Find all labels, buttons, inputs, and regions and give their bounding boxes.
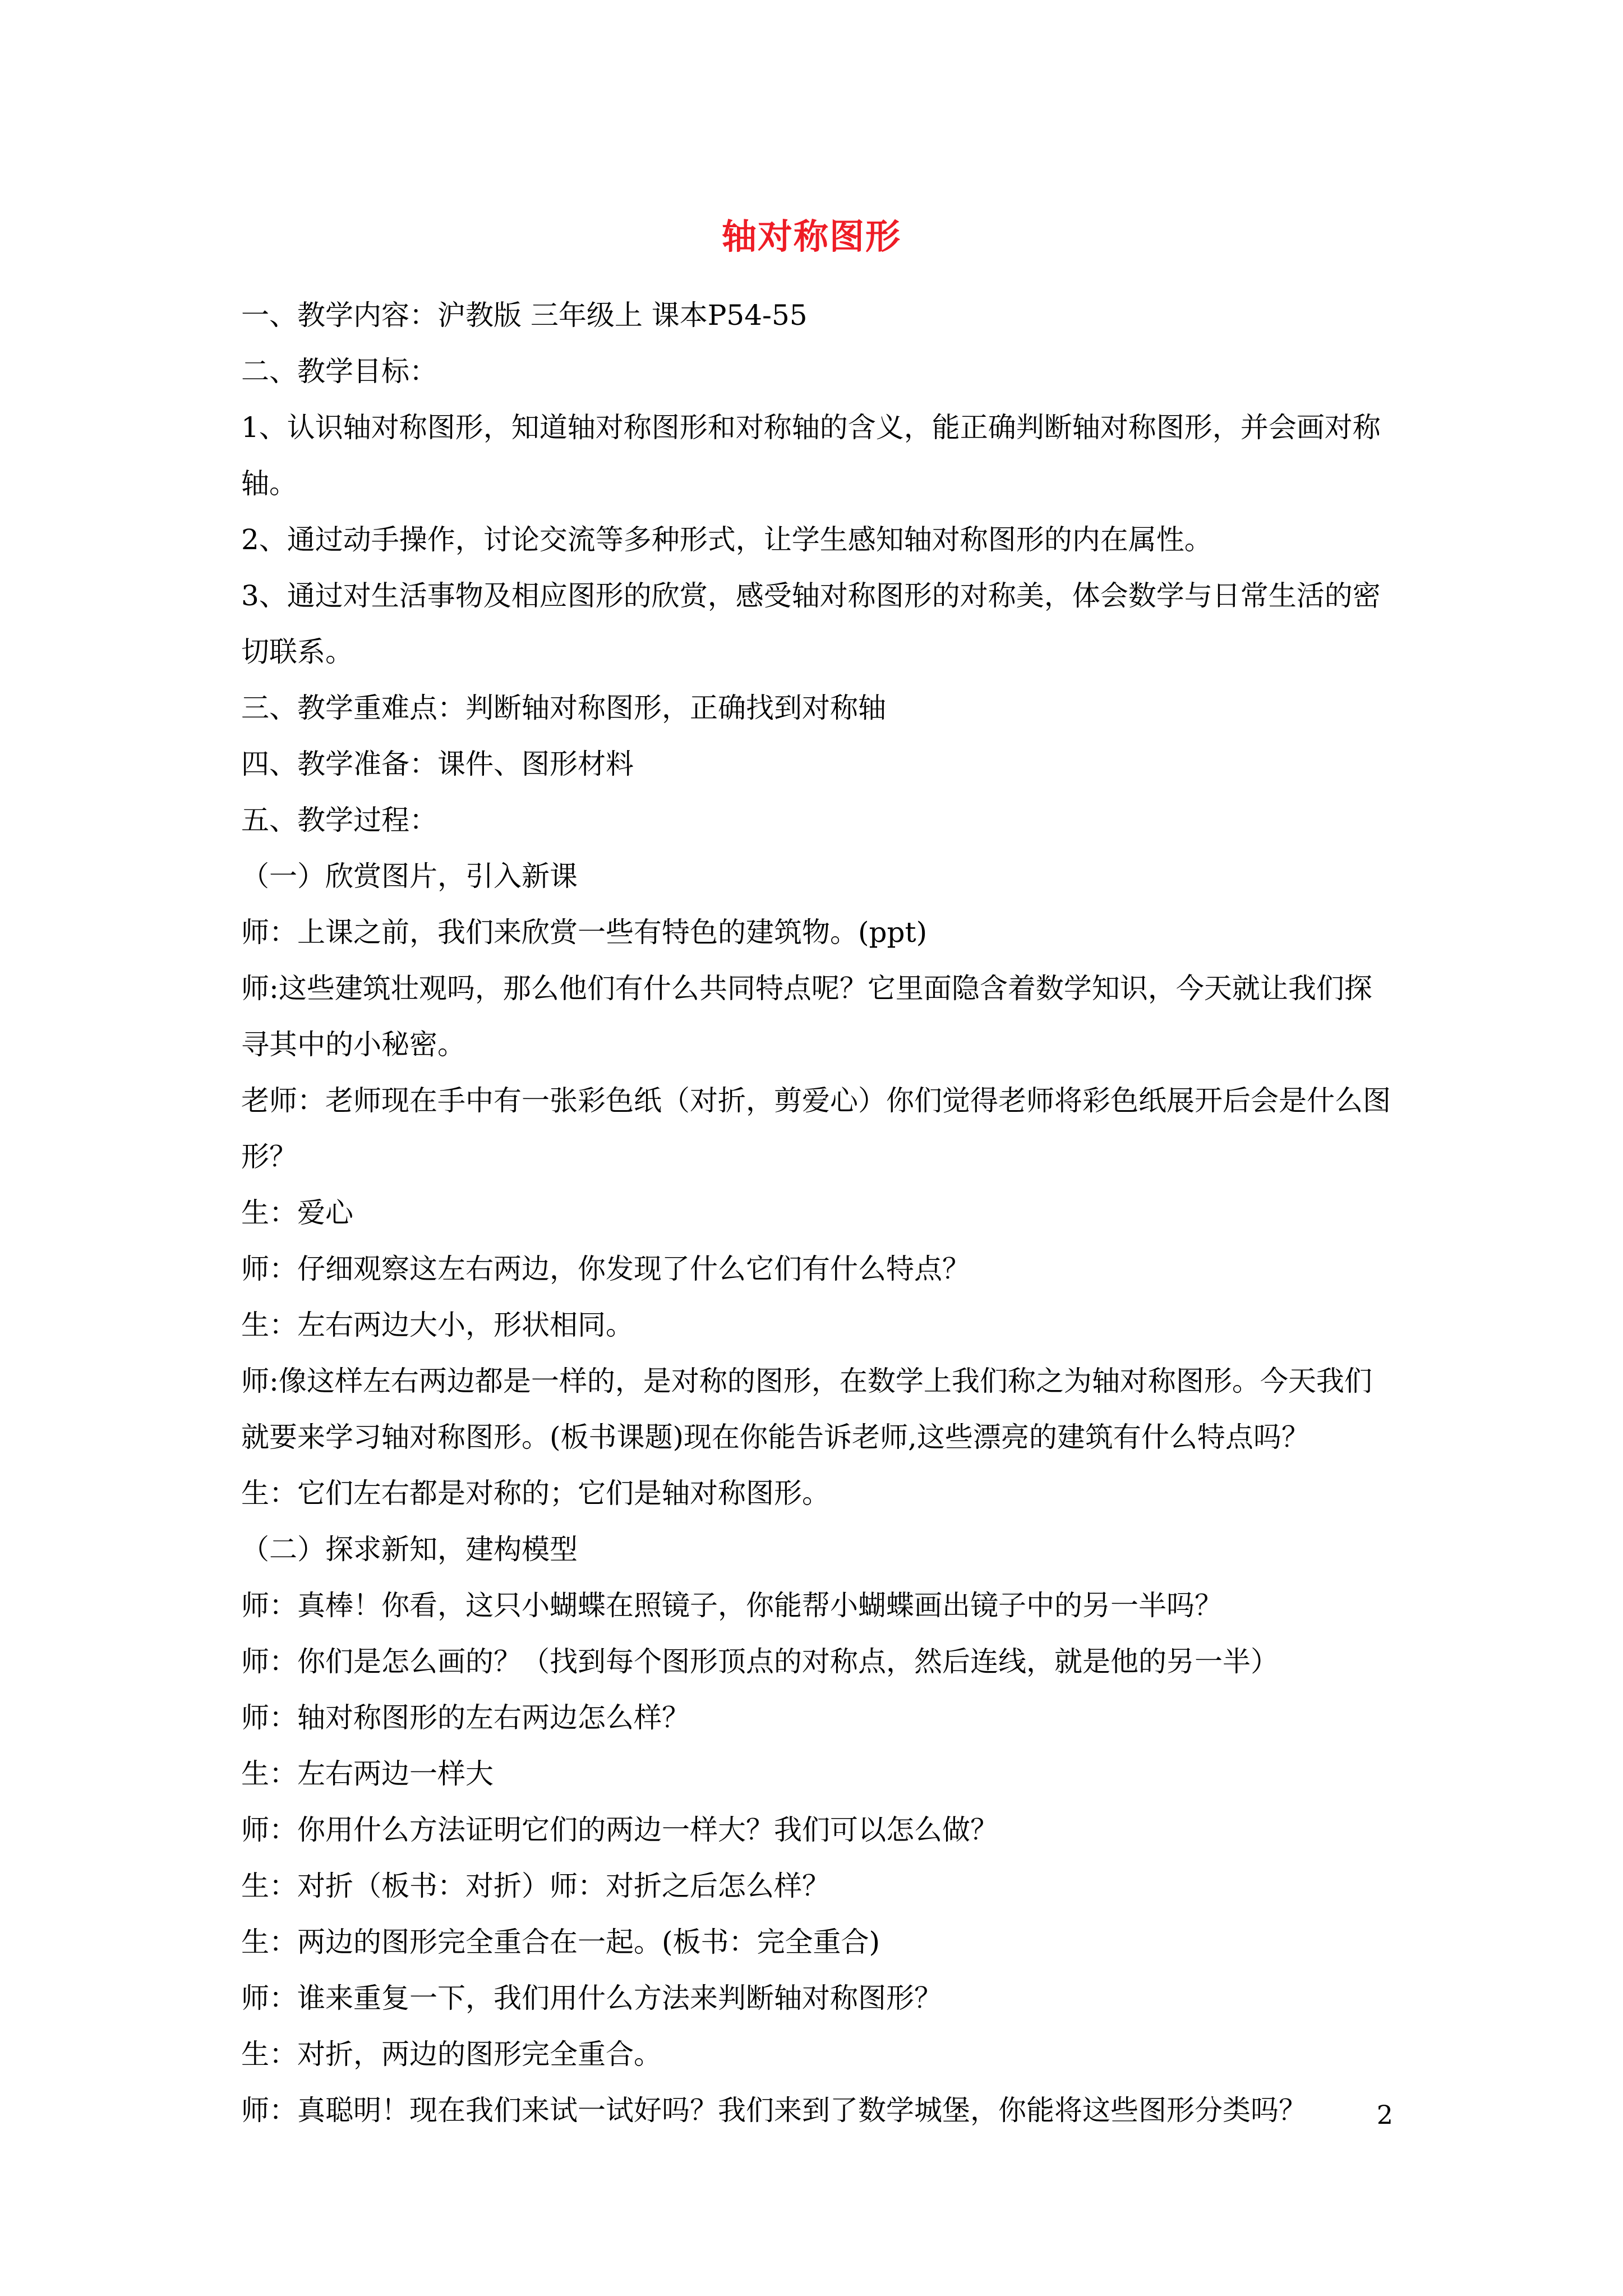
paragraph-key-points: 三、教学重难点：判断轴对称图形，正确找到对称轴 (241, 692, 886, 724)
paragraph-teaching-content: 一、教学内容：沪教版 三年级上 课本P54-55 (241, 299, 808, 332)
paragraph-dialogue: 师：仔细观察这左右两边，你发现了什么它们有什么特点？ (241, 1253, 970, 1285)
paragraph-goal-2: 2、通过动手操作，讨论交流等多种形式，让学生感知轴对称图形的内在属性。 (241, 523, 1212, 556)
paragraph-section-1-heading: （一）欣赏图片，引入新课 (241, 860, 578, 892)
document-body (241, 287, 1396, 2138)
paragraph-dialogue: 生：左右两边大小，形状相同。 (241, 1309, 634, 1341)
paragraph-dialogue: 师：真棒！你看，这只小蝴蝶在照镜子，你能帮小蝴蝶画出镜子中的另一半吗？ (241, 1589, 1223, 1622)
paragraph-dialogue: 师：你们是怎么画的？（找到每个图形顶点的对称点，然后连线，就是他的另一半） (241, 1645, 1279, 1678)
page-number: 2 (1376, 2100, 1393, 2130)
paragraph-dialogue: 师:像这样左右两边都是一样的，是对称的图形，在数学上我们称之为轴对称图形。今天我们就要来学习轴对称图形。(板书课题)现在你能告诉老师,这些漂亮的建筑有什么特点吗？ (241, 1365, 1372, 1453)
paragraph-dialogue: 生：对折，两边的图形完全重合。 (241, 2038, 662, 2070)
paragraph-dialogue: 师：你用什么方法证明它们的两边一样大？我们可以怎么做？ (241, 1814, 998, 1846)
paragraph-goal-3: 3、通过对生活事物及相应图形的欣赏，感受轴对称图形的对称美，体会数学与日常生活的密切联系。 (241, 579, 1381, 668)
paragraph-dialogue: 生：左右两边一样大 (241, 1757, 494, 1790)
paragraph-section-2-heading: （二）探求新知，建构模型 (241, 1533, 578, 1566)
paragraph-goal-1: 1、认识轴对称图形，知道轴对称图形和对称轴的含义，能正确判断轴对称图形，并会画对称轴。 (241, 411, 1381, 500)
paragraph-preparation: 四、教学准备：课件、图形材料 (241, 748, 634, 780)
paragraph-dialogue: 生：对折（板书：对折）师：对折之后怎么样？ (241, 1870, 830, 1902)
paragraph-dialogue: 生：两边的图形完全重合在一起。(板书：完全重合) (241, 1926, 880, 1958)
paragraph-dialogue: 生：爱心 (241, 1197, 353, 1229)
paragraph-dialogue: 生：它们左右都是对称的；它们是轴对称图形。 (241, 1477, 830, 1510)
paragraph-dialogue: 师：谁来重复一下，我们用什么方法来判断轴对称图形？ (241, 1982, 942, 2014)
paragraph-process-heading: 五、教学过程： (241, 804, 437, 836)
paragraph-dialogue: 师:这些建筑壮观吗，那么他们有什么共同特点呢？它里面隐含着数学知识，今天就让我们探寻其中的小秘密。 (241, 972, 1372, 1061)
document-title: 轴对称图形 (721, 216, 901, 257)
paragraph-dialogue: 师：上课之前，我们来欣赏一些有特色的建筑物。(ppt) (241, 916, 928, 949)
paragraph-dialogue: 师：轴对称图形的左右两边怎么样？ (241, 1701, 690, 1734)
paragraph-dialogue: 师：真聪明！现在我们来试一试好吗？我们来到了数学城堡，你能将这些图形分类吗？ (241, 2094, 1307, 2127)
paragraph-teaching-goals-heading: 二、教学目标： (241, 355, 437, 388)
paragraph-dialogue: 老师：老师现在手中有一张彩色纸（对折，剪爱心）你们觉得老师将彩色纸展开后会是什么图形？ (241, 1084, 1391, 1173)
